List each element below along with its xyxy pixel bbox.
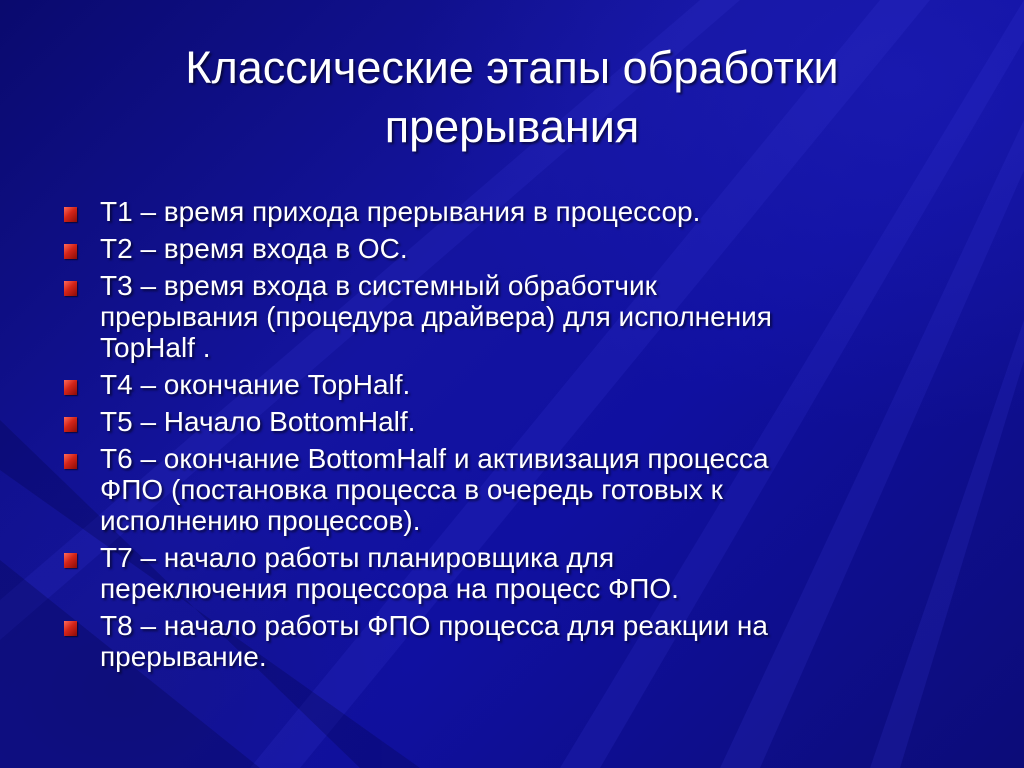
- bullet-list: [64, 196, 964, 678]
- square-bullet-icon: [64, 281, 77, 296]
- bullet-item-t7: [64, 542, 964, 604]
- bullet-text-line: T1 – время прихода прерывания в процессор.: [100, 196, 701, 227]
- bullet-item-t2: [64, 233, 964, 264]
- bullet-text-line: прерывания (процедура драйвера) для исполнения: [100, 301, 772, 332]
- bullet-item-t5: [64, 406, 964, 437]
- bullet-text-line: прерывание.: [100, 641, 267, 672]
- bullet-text-line: T6 – окончание BottomHalf и активизация процесса: [100, 443, 769, 474]
- square-bullet-icon: [64, 380, 77, 395]
- bullet-item-t4: [64, 369, 964, 400]
- square-bullet-icon: [64, 207, 77, 222]
- square-bullet-icon: [64, 244, 77, 259]
- bullet-text-line: ФПО (постановка процесса в очередь готовых к: [100, 474, 723, 505]
- bullet-text-line: T2 – время входа в ОС.: [100, 233, 408, 264]
- bullet-text-line: исполнению процессов).: [100, 505, 421, 536]
- slide-title-line-2: прерывания: [384, 101, 640, 152]
- square-bullet-icon: [64, 454, 77, 469]
- bullet-item-t1: [64, 196, 964, 227]
- bullet-text-line: T8 – начало работы ФПО процесса для реакции на: [100, 610, 768, 641]
- square-bullet-icon: [64, 417, 77, 432]
- bullet-item-t6: [64, 443, 964, 536]
- slide-title-line-1: Классические этапы обработки: [185, 42, 839, 93]
- slide-title: [60, 38, 964, 156]
- square-bullet-icon: [64, 553, 77, 568]
- bullet-item-t8: [64, 610, 964, 672]
- bullet-text-line: T3 – время входа в системный обработчик: [100, 270, 657, 301]
- bullet-item-t3: [64, 270, 964, 363]
- square-bullet-icon: [64, 621, 77, 636]
- bullet-text-line: T4 – окончание TopHalf.: [100, 369, 411, 400]
- bullet-text-line: T5 – Начало BottomHalf.: [100, 406, 416, 437]
- bullet-text-line: переключения процессора на процесс ФПО.: [100, 573, 679, 604]
- bullet-text-line: T7 – начало работы планировщика для: [100, 542, 615, 573]
- bullet-text-line: TopHalf .: [100, 332, 211, 363]
